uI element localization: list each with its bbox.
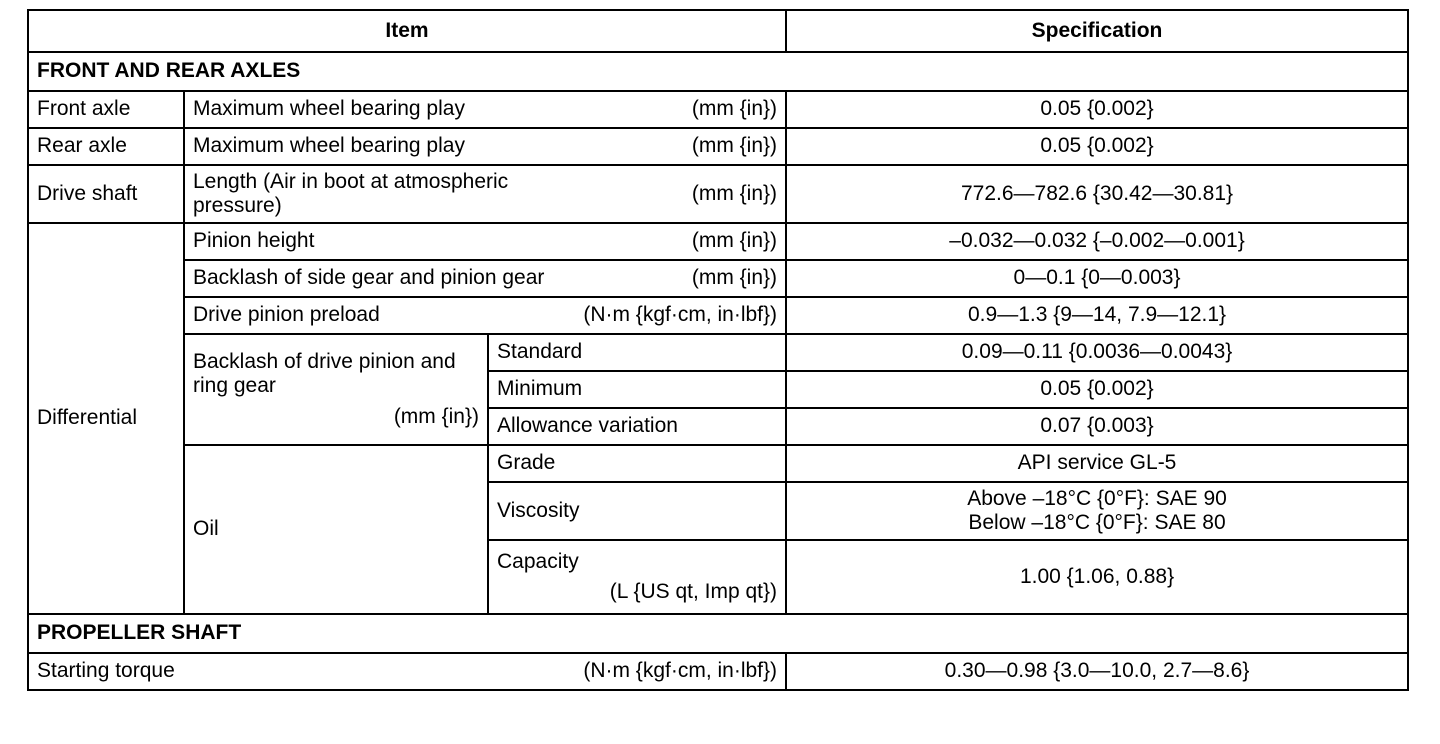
table-row (28, 91, 1408, 128)
category-drive-shaft: Drive shaft (28, 165, 184, 223)
item-cell (184, 297, 786, 334)
table-row (28, 128, 1408, 165)
spec-value: –0.032—0.032 {–0.002—0.001} (786, 223, 1408, 260)
unit-label: (mm {in}) (393, 404, 479, 428)
table-row (28, 445, 1408, 482)
unit-label: (N·m {kgf·cm, in·lbf}) (583, 303, 778, 327)
spec-value: 0.05 {0.002} (786, 91, 1408, 128)
table-row (28, 223, 1408, 260)
item-label: Oil (184, 445, 488, 614)
sub-item-label: Capacity (497, 549, 579, 573)
unit-label: (mm {in}) (691, 229, 778, 253)
item-label: Drive pinion preload (193, 303, 380, 327)
item-cell (184, 91, 786, 128)
spec-value: API service GL-5 (786, 445, 1408, 482)
spec-value: 0.9—1.3 {9—14, 7.9—12.1} (786, 297, 1408, 334)
spec-line: Below –18°C {0°F}: SAE 80 (968, 511, 1226, 534)
table-row (28, 653, 1408, 690)
item-label: Backlash of drive pinion and ring gear (193, 350, 456, 398)
spec-value (786, 482, 1408, 540)
sub-item-label: Allowance variation (488, 408, 786, 445)
specification-header: Specification (786, 10, 1408, 52)
spec-value: 0—0.1 {0—0.003} (786, 260, 1408, 297)
item-cell (184, 223, 786, 260)
item-label: Maximum wheel bearing play (193, 134, 465, 158)
item-header: Item (28, 10, 786, 52)
item-cell (184, 128, 786, 165)
spec-value: 0.05 {0.002} (786, 128, 1408, 165)
item-label: Starting torque (37, 659, 175, 683)
specification-table (27, 9, 1409, 691)
item-cell (184, 260, 786, 297)
spec-value: 0.07 {0.003} (786, 408, 1408, 445)
unit-label: (N·m {kgf·cm, in·lbf}) (583, 659, 778, 683)
item-label: Backlash of side gear and pinion gear (193, 266, 545, 290)
item-cell (28, 653, 786, 690)
spec-value: 1.00 {1.06, 0.88} (786, 540, 1408, 614)
spec-value: 772.6—782.6 {30.42—30.81} (786, 165, 1408, 223)
section-row (28, 614, 1408, 653)
unit-label: (mm {in}) (691, 97, 778, 121)
section-front-rear-axles: FRONT AND REAR AXLES (28, 52, 1408, 91)
category-front-axle: Front axle (28, 91, 184, 128)
sub-item-cell (488, 540, 786, 614)
spec-value: 0.09—0.11 {0.0036—0.0043} (786, 334, 1408, 371)
unit-label: (L {US qt, Imp qt}) (609, 580, 778, 603)
item-label: Length (Air in boot at atmospheric pressure) (193, 169, 509, 217)
item-cell (184, 334, 488, 445)
item-label: Maximum wheel bearing play (193, 97, 465, 121)
spec-line: Above –18°C {0°F}: SAE 90 (967, 486, 1227, 510)
sub-item-label: Grade (488, 445, 786, 482)
table-row (28, 165, 1408, 223)
section-row (28, 52, 1408, 91)
unit-label: (mm {in}) (691, 134, 778, 158)
sub-item-label: Standard (488, 334, 786, 371)
table-row (28, 297, 1408, 334)
section-propeller-shaft: PROPELLER SHAFT (28, 614, 1408, 653)
item-label: Pinion height (193, 229, 315, 253)
spec-value: 0.30—0.98 {3.0—10.0, 2.7—8.6} (786, 653, 1408, 690)
category-differential: Differential (28, 223, 184, 614)
table-row (28, 334, 1408, 371)
sub-item-label: Minimum (488, 371, 786, 408)
unit-label: (mm {in}) (691, 181, 778, 205)
sub-item-label: Viscosity (488, 482, 786, 540)
category-rear-axle: Rear axle (28, 128, 184, 165)
unit-label: (mm {in}) (691, 266, 778, 290)
spec-value: 0.05 {0.002} (786, 371, 1408, 408)
item-cell (184, 165, 786, 223)
header-row (28, 10, 1408, 52)
table-row (28, 260, 1408, 297)
